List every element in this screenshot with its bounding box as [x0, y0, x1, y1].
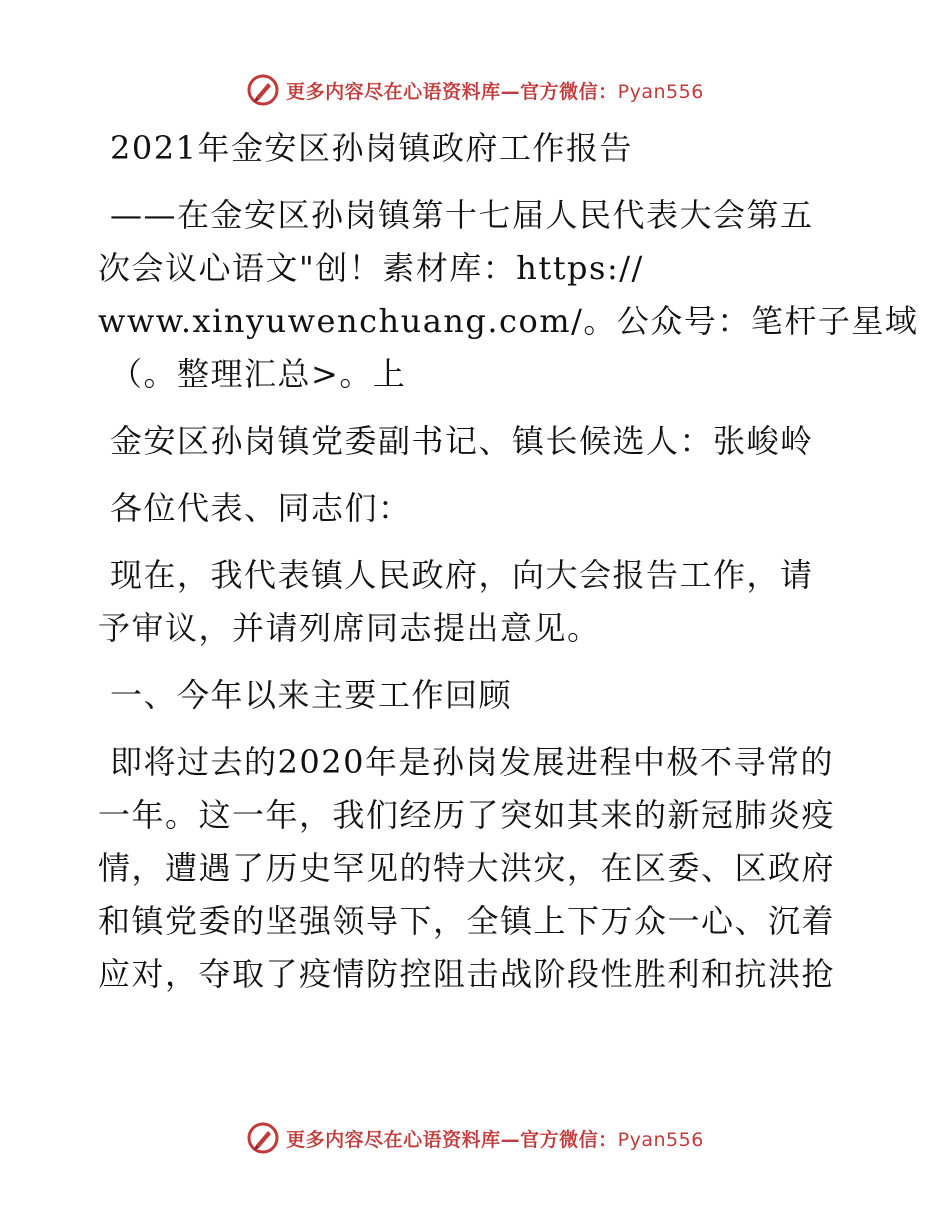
banner-text: 更多内容尽在心语资料库—官方微信：Pyan556 [286, 80, 704, 103]
banner-account: Pyan556 [617, 80, 704, 103]
section-heading: 一、今年以来主要工作回顾 [110, 676, 513, 714]
document-body [98, 122, 919, 1001]
subtitle-line-1: ——在金安区孙岗镇第十七届人民代表大会第五 [110, 196, 814, 234]
document-title: 2021年金安区孙岗镇政府工作报告 [110, 129, 633, 167]
banner-text: 更多内容尽在心语资料库—官方微信：Pyan556 [286, 1128, 704, 1151]
body-line-3: 情，遭遇了历史罕见的特大洪灾，在区委、区政府 [98, 849, 836, 887]
body-line-1: 即将过去的2020年是孙岗发展进程中极不寻常的 [110, 743, 834, 781]
pen-logo-icon [246, 1121, 280, 1155]
body-line-5: 应对，夺取了疫情防控阻击战阶段性胜利和抗洪抢 [98, 955, 836, 993]
header-watermark-banner [0, 70, 950, 110]
subtitle-line-4: （。整理汇总>。上 [110, 355, 407, 393]
speaker-line: 金安区孙岗镇党委副书记、镇长候选人：张峻岭 [110, 422, 814, 460]
body-line-4: 和镇党委的坚强领导下，全镇上下万众一心、沉着 [98, 902, 836, 940]
intro-line-1: 现在，我代表镇人民政府，向大会报告工作，请 [110, 556, 814, 594]
salutation: 各位代表、同志们： [110, 489, 412, 527]
subtitle-line-2: 次会议心语文"创！素材库：https:// [98, 249, 644, 287]
intro-line-2: 予审议，并请列席同志提出意见。 [98, 609, 601, 647]
subtitle-line-3: www.xinyuwenchuang.com/。公众号：笔杆子星域 [98, 302, 919, 340]
footer-watermark-banner [0, 1118, 950, 1158]
banner-account: Pyan556 [617, 1128, 704, 1151]
pen-logo-icon [246, 73, 280, 107]
body-line-2: 一年。这一年，我们经历了突如其来的新冠肺炎疫 [98, 796, 836, 834]
